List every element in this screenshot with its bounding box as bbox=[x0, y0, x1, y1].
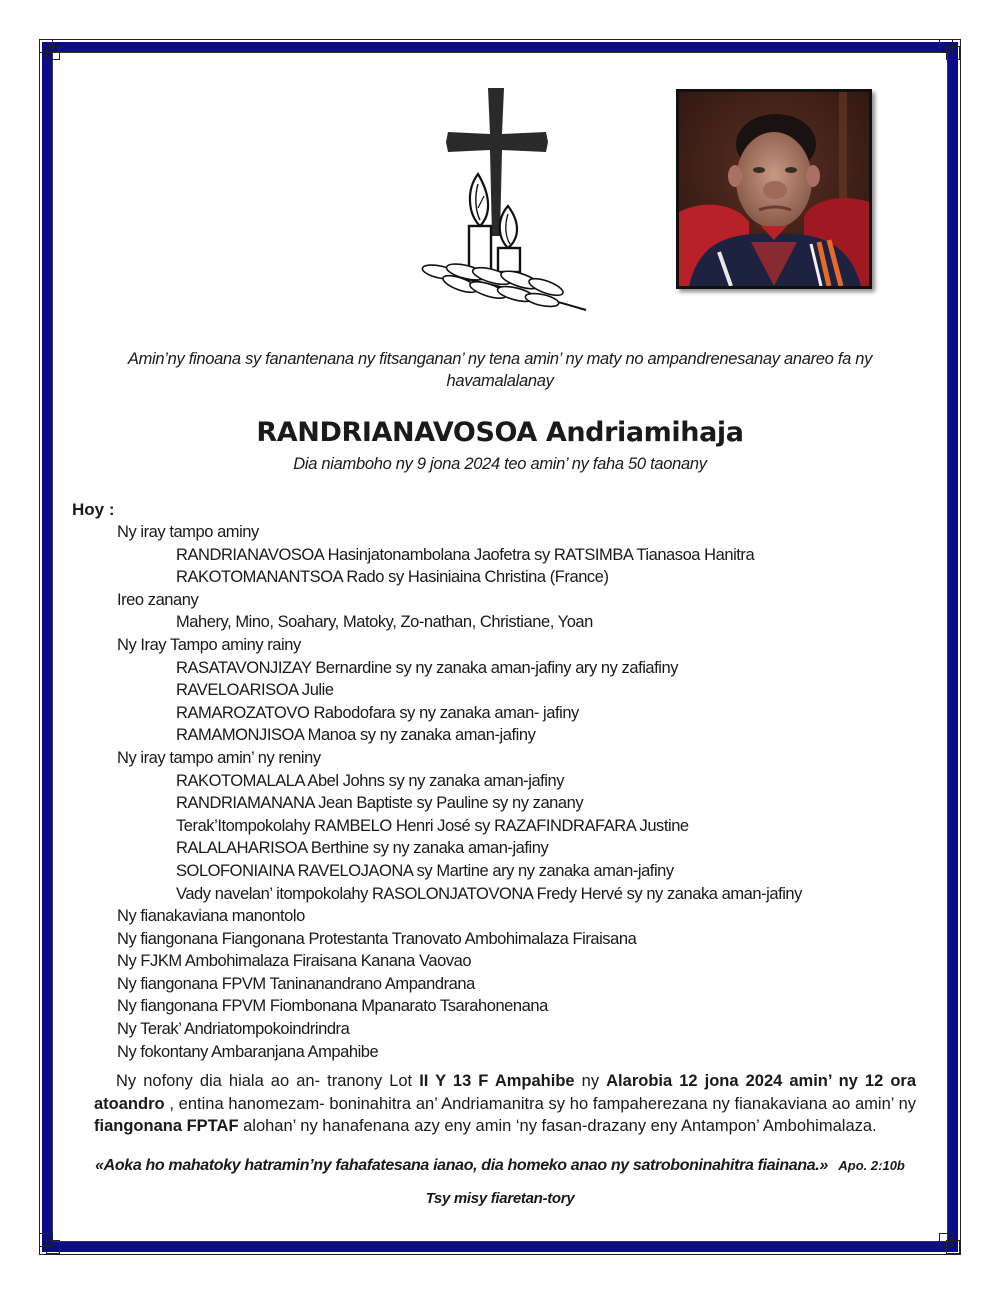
hoy-label: Hoy : bbox=[72, 500, 115, 519]
verse-reference: Apo. 2:10b bbox=[838, 1158, 905, 1173]
funeral-text: , entina hanomezam- boninahitra an’ Andriamanitra sy ho fampaherezana ny fianakaviana ao amin’ ny bbox=[164, 1094, 916, 1113]
portrait-photo bbox=[676, 89, 872, 289]
family-member: Terak’Itompokolahy RAMBELO Henri José sy RAZAFINDRAFARA Justine bbox=[176, 816, 689, 835]
family-group-title: Ireo zanany bbox=[117, 590, 199, 609]
funeral-details bbox=[94, 1070, 916, 1138]
family-group-title: Ny fiangonana FPVM Taninanandrano Ampandrana bbox=[117, 974, 475, 993]
family-member: RAKOTOMANANTSOA Rado sy Hasiniaina Christina (France) bbox=[176, 568, 609, 587]
family-member: RAMAMONJISOA Manoa sy ny zanaka aman-jafiny bbox=[176, 726, 536, 745]
funeral-address: II Y 13 F Ampahibe bbox=[419, 1072, 575, 1090]
verse-quote: «Aoka ho mahatoky hatramin’ny fahafatesana ianao, dia homeko anao ny satroboninahitra fiainana.» bbox=[95, 1157, 828, 1174]
footer-note: Tsy misy fiaretan-tory bbox=[425, 1190, 575, 1207]
family-member: Mahery, Mino, Soahary, Matoky, Zo-nathan, Christiane, Yoan bbox=[176, 613, 593, 632]
family-member: RAMAROZATOVO Rabodofara sy ny zanaka aman- jafiny bbox=[176, 703, 579, 722]
family-member: SOLOFONIAINA RAVELOJAONA sy Martine ary ny zanaka aman-jafiny bbox=[176, 861, 674, 880]
death-date-info: Dia niamboho ny 9 jona 2024 teo amin’ ny faha 50 taonany bbox=[293, 455, 707, 473]
family-member: RASATAVONJIZAY Bernardine sy ny zanaka aman-jafiny ary ny zafiafiny bbox=[176, 658, 679, 677]
announcement-intro: Amin’ny finoana sy fanantenana ny fitsanganan’ ny tena amin’ ny maty no ampandrenesanay anareo fa ny havamalalanay bbox=[127, 350, 873, 390]
memorial-emblem bbox=[418, 86, 590, 314]
family-group-title: Ny fiangonana Fiangonana Protestanta Tranovato Ambohimalaza Firaisana bbox=[117, 929, 637, 948]
family-group-title: Ny fianakaviana manontolo bbox=[117, 907, 305, 926]
family-member: RANDRIANAVOSOA Hasinjatonambolana Jaofetra sy RATSIMBA Tianasoa Hanitra bbox=[176, 545, 755, 564]
funeral-text: ny bbox=[574, 1072, 607, 1090]
family-group-title: Ny FJKM Ambohimalaza Firaisana Kanana Vaovao bbox=[117, 952, 472, 971]
family-member: RAKOTOMALALA Abel Johns sy ny zanaka aman-jafiny bbox=[176, 771, 565, 790]
frame-corner-ornament bbox=[39, 1233, 61, 1255]
frame-corner-ornament bbox=[939, 39, 961, 61]
family-group-title: Ny iray tampo amin’ ny reniny bbox=[117, 748, 321, 767]
candle-icon bbox=[469, 174, 491, 270]
funeral-date-time: Alarobia 12 jona 2024 amin’ ny 12 ora atoandro bbox=[94, 1072, 916, 1113]
family-member: RANDRIAMANANA Jean Baptiste sy Pauline sy ny zanany bbox=[176, 794, 584, 813]
family-member: RAVELOARISOA Julie bbox=[176, 681, 334, 700]
funeral-text: alohan’ ny hanafenana azy eny amin ‘ny fasan-drazany eny Antampon’ Ambohimalaza. bbox=[238, 1117, 877, 1135]
family-group-title: Ny Iray Tampo aminy rainy bbox=[117, 635, 301, 654]
family-member: Vady navelan’ itompokolahy RASOLONJATOVONA Fredy Hervé sy ny zanaka aman-jafiny bbox=[176, 884, 802, 903]
candle-icon bbox=[498, 206, 520, 272]
frame-corner-ornament bbox=[939, 1233, 961, 1255]
deceased-name: RANDRIANAVOSOA Andriamihaja bbox=[256, 417, 744, 448]
funeral-church: fiangonana FPTAF bbox=[94, 1117, 239, 1135]
funeral-text: Ny nofony dia hiala ao an- tranony Lot bbox=[116, 1072, 420, 1090]
frame-corner-ornament bbox=[39, 39, 61, 61]
family-group-title: Ny iray tampo aminy bbox=[117, 523, 259, 541]
family-group-title: Ny fokontany Ambaranjana Ampahibe bbox=[117, 1042, 379, 1061]
cross-icon bbox=[446, 88, 548, 236]
bible-verse bbox=[60, 1157, 940, 1175]
family-list bbox=[117, 521, 917, 1063]
family-group-title: Ny fiangonana FPVM Fiombonana Mpanarato Tsarahonenana bbox=[117, 997, 548, 1016]
family-group-title: Ny Terak’ Andriatompokoindrindra bbox=[117, 1020, 350, 1039]
family-member: RALALAHARISOA Berthine sy ny zanaka aman-jafiny bbox=[176, 839, 549, 858]
